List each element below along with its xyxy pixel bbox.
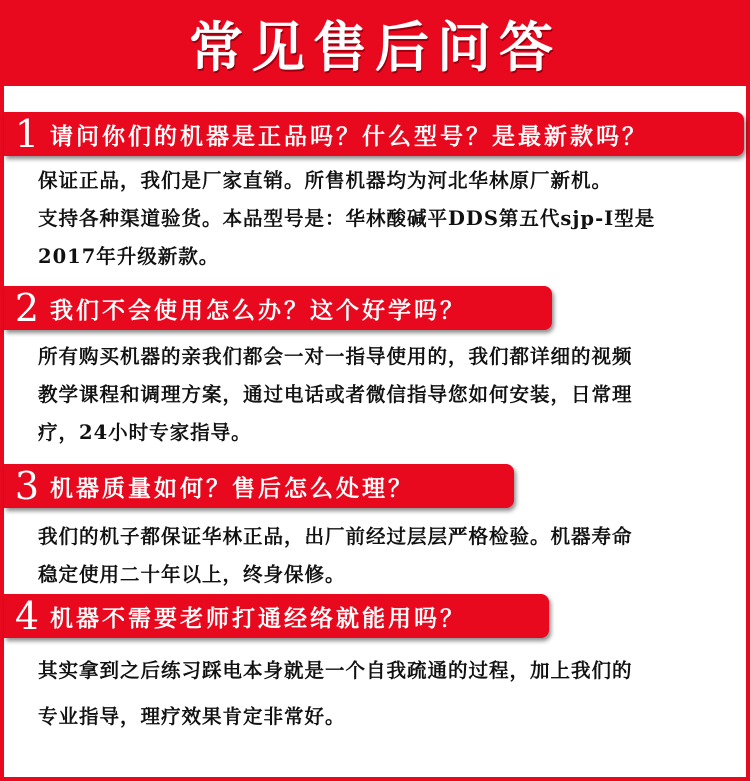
faq-number-2: 2	[14, 286, 40, 330]
faq-question-bar-3	[4, 464, 514, 508]
faq-answer-3-line-2: 稳定使用二十年以上，终身保修。	[38, 563, 346, 586]
faq-answer-2-line-1: 所有购买机器的亲我们都会一对一指导使用的，我们都详细的视频	[38, 345, 633, 368]
faq-answer-4	[38, 648, 738, 740]
header-banner	[0, 0, 750, 86]
faq-answer-3-line-1: 我们的机子都保证华林正品，出厂前经过层层严格检验。机器寿命	[38, 525, 633, 548]
faq-answer-2-line-2: 教学课程和调理方案，通过电话或者微信指导您如何安装，日常理	[38, 383, 633, 406]
faq-number-1: 1	[14, 112, 40, 156]
faq-answer-1-line-1: 保证正品，我们是厂家直销。所售机器均为河北华林原厂新机。	[38, 169, 613, 192]
faq-answer-2-line-3: 疗，24小时专家指导。	[38, 421, 252, 444]
faq-answer-3	[38, 518, 738, 594]
faq-question-1: 请问你们的机器是正品吗？什么型号？是最新款吗？	[50, 122, 648, 150]
faq-answer-1	[38, 162, 738, 276]
faq-question-bar-2	[4, 286, 552, 330]
faq-question-3: 机器质量如何？售后怎么处理？	[50, 474, 414, 502]
faq-answer-2	[38, 338, 738, 452]
faq-answer-4-line-1: 其实拿到之后练习踩电本身就是一个自我疏通的过程，加上我们的	[38, 659, 633, 682]
faq-question-bar-4	[4, 594, 549, 638]
faq-number-3: 3	[14, 464, 40, 508]
faq-number-4: 4	[14, 594, 40, 638]
page-title: 常见售后问答	[189, 14, 561, 79]
faq-answer-4-line-2: 专业指导，理疗效果肯定非常好。	[38, 705, 346, 728]
faq-panel	[4, 86, 746, 777]
faq-answer-1-line-2: 支持各种渠道验货。本品型号是：华林酸碱平DDS第五代sjp-I型是	[38, 207, 656, 230]
faq-question-2: 我们不会使用怎么办？这个好学吗？	[50, 296, 466, 324]
faq-answer-1-line-3: 2017年升级新款。	[38, 245, 220, 268]
faq-question-4: 机器不需要老师打通经络就能用吗？	[50, 604, 466, 632]
faq-question-bar-1	[4, 112, 744, 156]
